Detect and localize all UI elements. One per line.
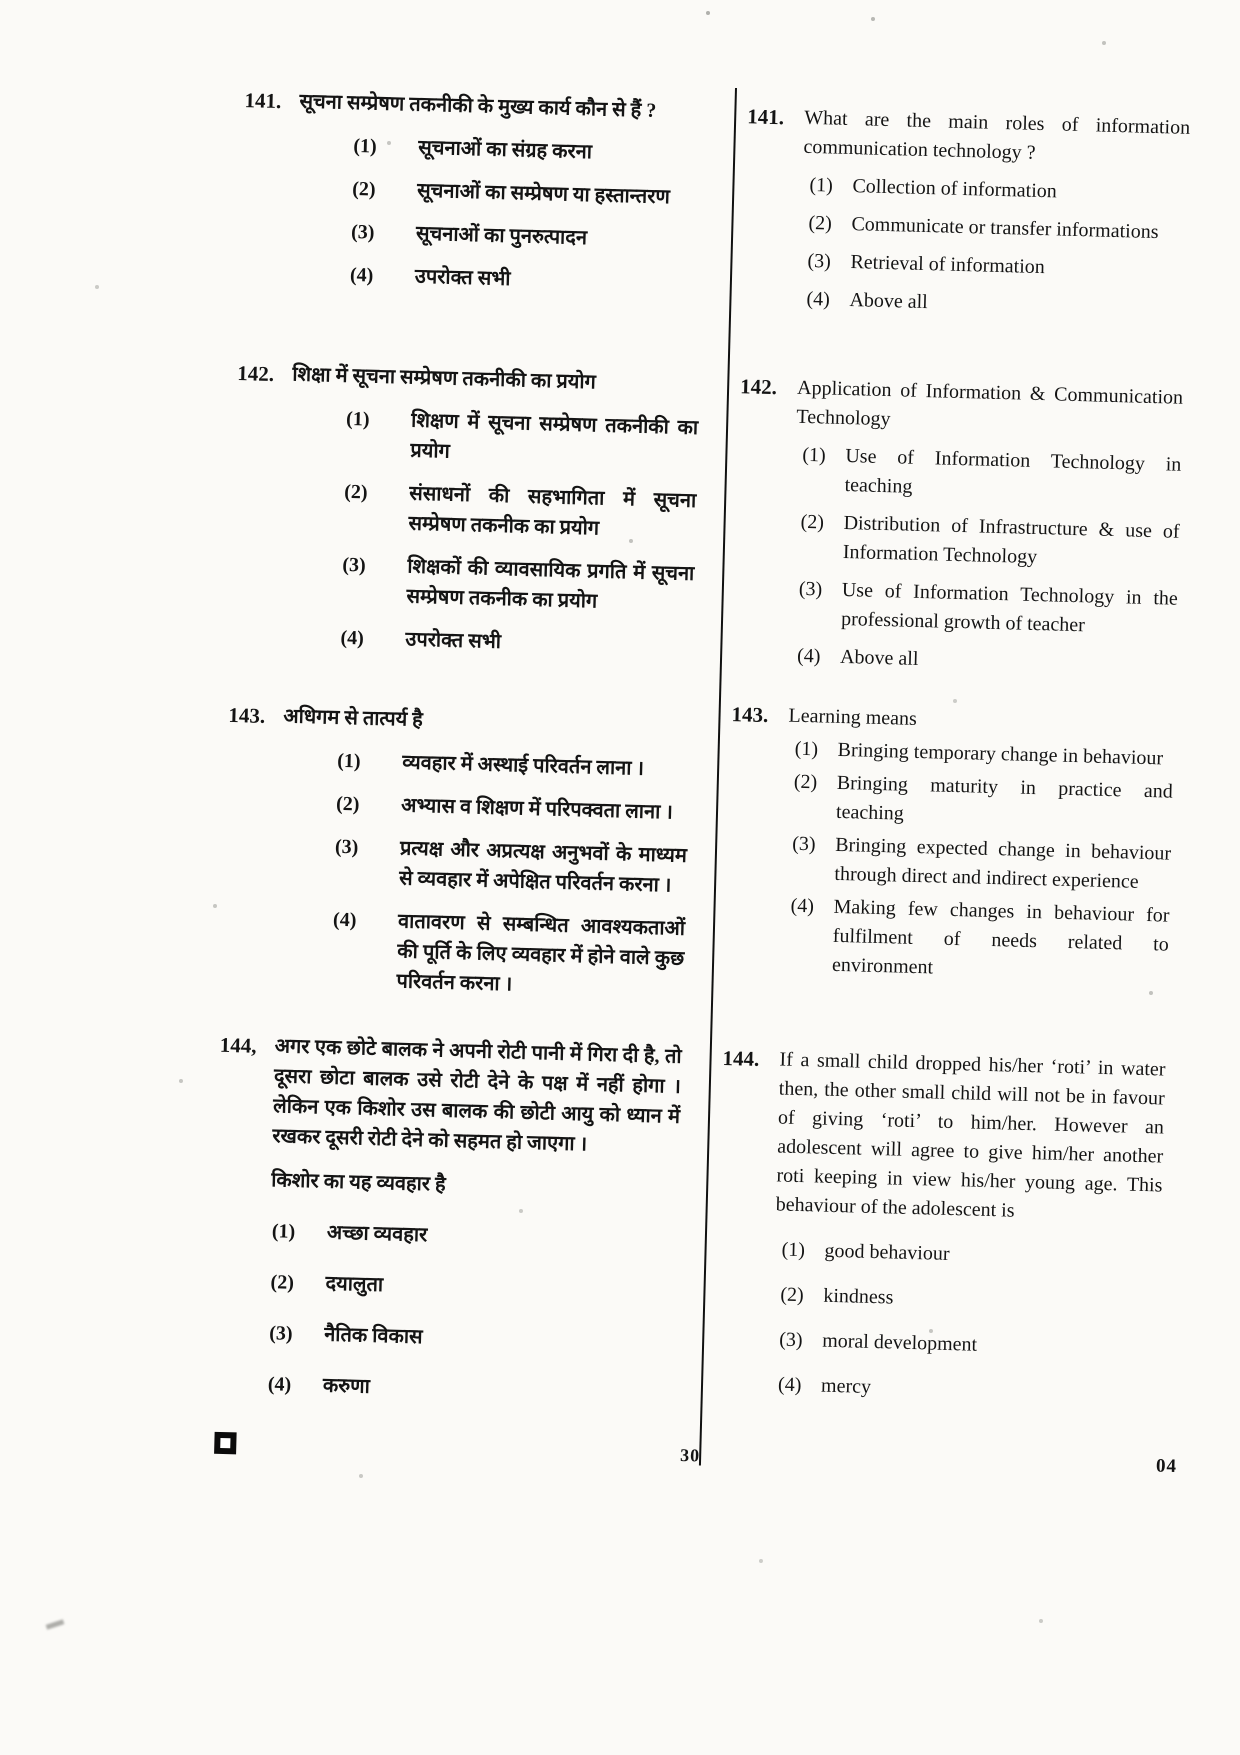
- question-text: अगर एक छोटे बालक ने अपनी रोटी पानी में गिरा दी है, तो दूसरा छोटा बालक उसे रोटी देने के पक्ष में नहीं होगा । लेकिन एक किशोर उस बालक की छोटी आयु को ध्यान में रखकर दूसरी रोटी देने को सहमत हो जाएगा ।: [272, 1035, 682, 1156]
- question-number: 141.: [746, 104, 785, 130]
- option-1: [337, 746, 690, 785]
- question-number: 141.: [244, 88, 282, 114]
- option-1: [345, 404, 698, 473]
- option-label: (1): [271, 1220, 296, 1243]
- option-label: (3): [807, 249, 832, 273]
- question-text: What are the main roles of information communication technology ?: [803, 106, 1191, 164]
- option-1: [272, 1216, 678, 1257]
- question-141-hindi: [240, 85, 707, 299]
- option-label: (1): [794, 737, 819, 761]
- option-4: [778, 1371, 1158, 1410]
- option-text: प्रत्यक्ष और अप्रत्यक्ष अनुभवों के माध्यम से व्यवहार में अपेक्षित परिवर्तन करना ।: [398, 837, 688, 897]
- option-label: (2): [800, 510, 825, 534]
- option-text: kindness: [823, 1284, 894, 1309]
- option-text: Bringing maturity in practice and teaching: [835, 771, 1174, 825]
- option-label: (3): [334, 835, 359, 859]
- question-number: 143.: [731, 702, 769, 728]
- question-text: अधिगम से तात्पर्य है: [283, 705, 424, 732]
- option-text: Bringing temporary change in behaviour: [837, 738, 1164, 770]
- question-143-hindi: [221, 700, 690, 1004]
- option-text: Use of Information Technology in the professional growth of teacher: [840, 578, 1179, 637]
- option-text: सूचनाओं का सम्प्रेषण या हस्तान्तरण: [416, 179, 671, 209]
- option-2: [793, 768, 1173, 836]
- option-4: [350, 260, 703, 299]
- option-text: नैतिक विकास: [323, 1323, 423, 1349]
- option-label: (4): [349, 263, 374, 287]
- question-text: Learning means: [788, 704, 918, 730]
- option-text: अच्छा व्यवहार: [326, 1221, 428, 1247]
- option-2: [352, 174, 705, 213]
- option-2: [336, 789, 689, 828]
- option-label: (1): [781, 1238, 806, 1262]
- question-142-english: [733, 372, 1184, 680]
- option-text: वातावरण से सम्बन्धित आवश्यकताओं की पूर्ति के लिए व्यवहार में होने वाले कुछ परिवर्तन करना ।: [396, 910, 686, 996]
- option-text: व्यवहार में अस्थाई परिवर्तन लाना ।: [401, 751, 645, 780]
- option-label: (3): [342, 553, 366, 577]
- option-3: [807, 247, 1187, 286]
- option-text: moral development: [821, 1329, 978, 1356]
- option-4: [797, 642, 1177, 681]
- question-text: सूचना सम्प्रेषण तकनीकी के मुख्य कार्य कौन से हैं ?: [299, 90, 657, 122]
- option-label: (2): [335, 792, 360, 816]
- option-2: [808, 209, 1188, 248]
- option-label: (4): [806, 287, 831, 311]
- option-1: [781, 1236, 1161, 1275]
- option-3: [798, 575, 1178, 643]
- option-text: Collection of information: [852, 175, 1058, 203]
- option-4: [789, 892, 1170, 989]
- question-143-english: [725, 700, 1175, 989]
- option-3: [779, 1326, 1159, 1365]
- option-text: Above all: [849, 289, 929, 314]
- option-label: (2): [780, 1283, 805, 1307]
- question-text: Application of Information & Communication Technology: [796, 376, 1184, 431]
- end-marker-square: [214, 1432, 237, 1455]
- option-text: उपरोक्त सभी: [414, 265, 511, 291]
- option-label: (2): [793, 770, 818, 794]
- question-141-english: [742, 102, 1190, 324]
- option-1: [809, 171, 1189, 210]
- option-3: [351, 217, 704, 256]
- option-text: सूचनाओं का संग्रह करना: [418, 136, 593, 164]
- option-text: दयालुता: [325, 1272, 384, 1297]
- option-text: शिक्षकों की व्यावसायिक प्रगति में सूचना सम्प्रेषण तकनीक का प्रयोग: [406, 555, 695, 613]
- option-4: [806, 285, 1186, 324]
- question-number: 142.: [237, 361, 275, 387]
- option-2: [270, 1267, 676, 1308]
- option-label: (3): [350, 220, 375, 244]
- option-label: (4): [790, 894, 815, 918]
- question-142-hindi: [230, 358, 699, 662]
- option-text: अभ्यास व शिक्षण में परिपक्वता लाना ।: [400, 794, 674, 824]
- option-text: Distribution of Infrastructure & use of Information Technology: [842, 511, 1180, 569]
- option-label: (1): [353, 135, 377, 158]
- option-2: [800, 508, 1180, 576]
- question-144-hindi: [211, 1030, 682, 1410]
- option-3: [269, 1318, 675, 1359]
- option-4: [331, 905, 685, 1004]
- option-label: (4): [796, 644, 821, 668]
- question-text: शिक्षा में सूचना सम्प्रेषण तकनीकी का प्रयोग: [292, 363, 597, 394]
- option-text: शिक्षण में सूचना सम्प्रेषण तकनीकी का प्रयोग: [410, 409, 699, 463]
- option-1: [801, 441, 1181, 509]
- option-3: [791, 830, 1171, 898]
- option-label: (1): [809, 173, 834, 197]
- option-label: (3): [798, 577, 823, 601]
- option-label: (2): [808, 211, 833, 235]
- question-number: 144,: [219, 1032, 257, 1058]
- option-label: (1): [336, 749, 361, 773]
- option-text: Communicate or transfer informations: [851, 213, 1159, 244]
- option-3: [341, 550, 694, 619]
- booklet-code: 04: [1155, 1455, 1178, 1478]
- option-text: Use of Information Technology in teaching: [844, 444, 1182, 498]
- option-label: (3): [778, 1328, 803, 1352]
- english-column: [722, 0, 1193, 1398]
- option-label: (2): [351, 177, 376, 201]
- option-1: [353, 131, 706, 170]
- question-number: 143.: [228, 702, 266, 728]
- option-label: (4): [267, 1373, 292, 1396]
- question-number: 142.: [739, 374, 778, 400]
- option-label: (1): [802, 443, 827, 467]
- option-text: उपरोक्त सभी: [405, 628, 502, 654]
- option-text: करुणा: [322, 1374, 371, 1398]
- option-2: [343, 477, 696, 546]
- option-text: Bringing expected change in behaviour through direct and indirect experience: [834, 833, 1172, 893]
- option-label: (3): [791, 832, 816, 856]
- option-label: (4): [340, 626, 365, 650]
- option-text: Retrieval of information: [850, 251, 1046, 279]
- option-label: (1): [345, 407, 370, 431]
- option-label: (3): [268, 1322, 293, 1345]
- option-4: [268, 1369, 674, 1410]
- option-text: Making few changes in behaviour for fulfilment of needs related to environment: [831, 895, 1170, 979]
- option-text: mercy: [820, 1374, 872, 1398]
- option-text: Above all: [839, 645, 919, 670]
- question-lead-text: किशोर का यह व्यवहार है: [270, 1169, 446, 1196]
- option-4: [340, 623, 693, 662]
- option-label: (2): [270, 1271, 295, 1294]
- option-3: [334, 832, 687, 901]
- option-1: [794, 735, 1174, 774]
- question-text: If a small child dropped his/her ‘roti’ in water then, the other small child will not be in favour of giving ‘roti’ to him/her. However an adolescent will agree to give him/her another roti keeping in view his/her young age. This behaviour of the adolescent is: [775, 1048, 1166, 1222]
- option-label: (4): [332, 908, 357, 932]
- page-number: 30: [679, 1445, 701, 1466]
- option-label: (2): [344, 480, 368, 504]
- option-text: good behaviour: [824, 1239, 950, 1265]
- question-number: 144.: [722, 1045, 760, 1071]
- option-label: (4): [777, 1373, 802, 1397]
- option-text: संसाधनों की सहभागिता में सूचना सम्प्रेषण तकनीक का प्रयोग: [408, 482, 697, 540]
- option-2: [780, 1281, 1160, 1320]
- option-text: सूचनाओं का पुनरुत्पादन: [415, 222, 588, 250]
- question-144-english: [714, 1044, 1166, 1409]
